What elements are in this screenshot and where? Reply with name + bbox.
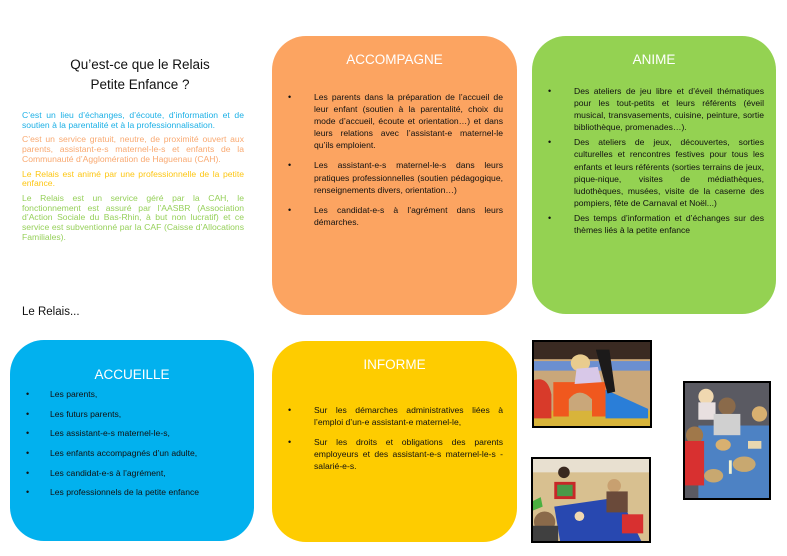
anime-list bbox=[532, 85, 776, 236]
list-item: • Les parents dans la préparation de l’accueil de leur enfant (soutien à la parentalité, choix du mode d’accueil, écoute et orientation…) et dans leurs relations avec l’assistant-e maternel-le qu’ils emploient. bbox=[288, 92, 503, 151]
list-item: • Les assistant-e-s maternel-le-s dans leurs pratiques professionnelles (soutien pédagogique, renseignements divers, orientation…) bbox=[288, 160, 503, 195]
bullet-icon: • bbox=[288, 405, 292, 415]
bullet-icon: • bbox=[26, 448, 30, 459]
relais-heading: Le Relais... bbox=[22, 306, 80, 318]
bullet-icon: • bbox=[288, 437, 292, 448]
list-item: • Sur les droits et obligations des parents employeurs et des assistant-e-s maternel-le-s - salarié-e-s. bbox=[288, 437, 503, 472]
list-item: • Des ateliers de jeu libre et d’éveil thématiques pour les tout-petits et leurs référents (éveil musical, transvasements, cuisine, peinture, sortie bibliothèque, promenades…). bbox=[548, 86, 764, 133]
bullet-icon: • bbox=[26, 467, 30, 478]
photo-image-icon bbox=[685, 383, 769, 498]
page-title bbox=[30, 55, 250, 95]
informe-title: INFORME bbox=[363, 357, 426, 372]
bullet-icon: • bbox=[26, 389, 30, 399]
accueille-title: ACCUEILLE bbox=[94, 367, 170, 382]
intro-paragraph-service: C’est un service gratuit, neutre, de proximité ouvert aux parents, assistant-e-s maternel-le-s et enfants de la Communauté d’Agglomération de Haguenau (CAH). bbox=[22, 134, 244, 164]
list-item: • Les futurs parents, bbox=[26, 408, 122, 419]
list-item: • Les parents, bbox=[26, 389, 98, 399]
children-baking-dough-table-photo bbox=[683, 381, 771, 500]
bullet-icon: • bbox=[288, 92, 292, 102]
bullet-icon: • bbox=[26, 428, 30, 439]
informe-box bbox=[272, 341, 517, 542]
bullet-icon: • bbox=[288, 204, 292, 215]
anime-box bbox=[532, 36, 776, 314]
accompagne-box bbox=[272, 36, 517, 315]
list-item: • Les candidat-e-s à l’agrément, bbox=[26, 467, 166, 478]
playroom-mats-activity-photo bbox=[531, 457, 651, 543]
list-item: • Les assistant-e-s maternel-le-s, bbox=[26, 428, 170, 439]
list-item: • Les professionnels de la petite enfance bbox=[26, 487, 200, 498]
accompagne-title: ACCOMPAGNE bbox=[346, 52, 443, 67]
list-item: • Des temps d’information et d’échanges sur des thèmes liés à la petite enfance bbox=[548, 212, 764, 236]
accueille-list bbox=[10, 388, 254, 499]
child-climbing-foam-tunnel-photo bbox=[532, 340, 652, 428]
anime-title: ANIME bbox=[632, 52, 676, 67]
informe-list bbox=[272, 404, 517, 472]
intro-paragraph-anime: Le Relais est animé par une professionnelle de la petite enfance. bbox=[22, 168, 244, 189]
bullet-icon: • bbox=[288, 160, 292, 171]
bullet-icon: • bbox=[26, 408, 30, 419]
intro-paragraph-lieu: C’est un lieu d’échanges, d’écoute, d’information et de soutien à la parentalité et à la professionnalisation. bbox=[22, 110, 244, 130]
page-title-line2: Petite Enfance ? bbox=[90, 77, 190, 92]
list-item: • Les enfants accompagnés d’un adulte, bbox=[26, 448, 198, 459]
accompagne-list bbox=[272, 91, 517, 228]
list-item: • Des ateliers de jeux, découvertes, sorties culturelles et rencontres festives pour tous les enfants et leurs référents (sorties terrains de jeux, pique-nique, visites de médiathèques, ludothèques, musées, visite de la caserne des pompiers, fête de Carnaval et Noël...) bbox=[548, 137, 764, 208]
photo-image-icon bbox=[534, 342, 650, 426]
accueille-box bbox=[10, 340, 254, 541]
bullet-icon: • bbox=[548, 137, 552, 148]
bullet-icon: • bbox=[26, 487, 30, 498]
bullet-icon: • bbox=[548, 86, 552, 96]
intro-text bbox=[22, 111, 244, 247]
page-title-line1: Qu’est-ce que le Relais bbox=[70, 57, 210, 72]
list-item: • Les candidat-e-s à l’agrément dans leurs démarches. bbox=[288, 204, 503, 227]
bullet-icon: • bbox=[548, 212, 552, 223]
photo-image-icon bbox=[533, 459, 649, 541]
intro-paragraph-gestion: Le Relais est un service géré par la CAH, le fonctionnement est assuré par l’AASBR (Association d’Action Sociale du Bas-Rhin, à but non lucratif) et ce service est subventionné par la CAF (Caisse d’Allocations Familiales). bbox=[22, 192, 244, 242]
list-item: • Sur les démarches administratives liées à l’emploi d’un-e assistant-e maternel-le, bbox=[288, 405, 503, 428]
